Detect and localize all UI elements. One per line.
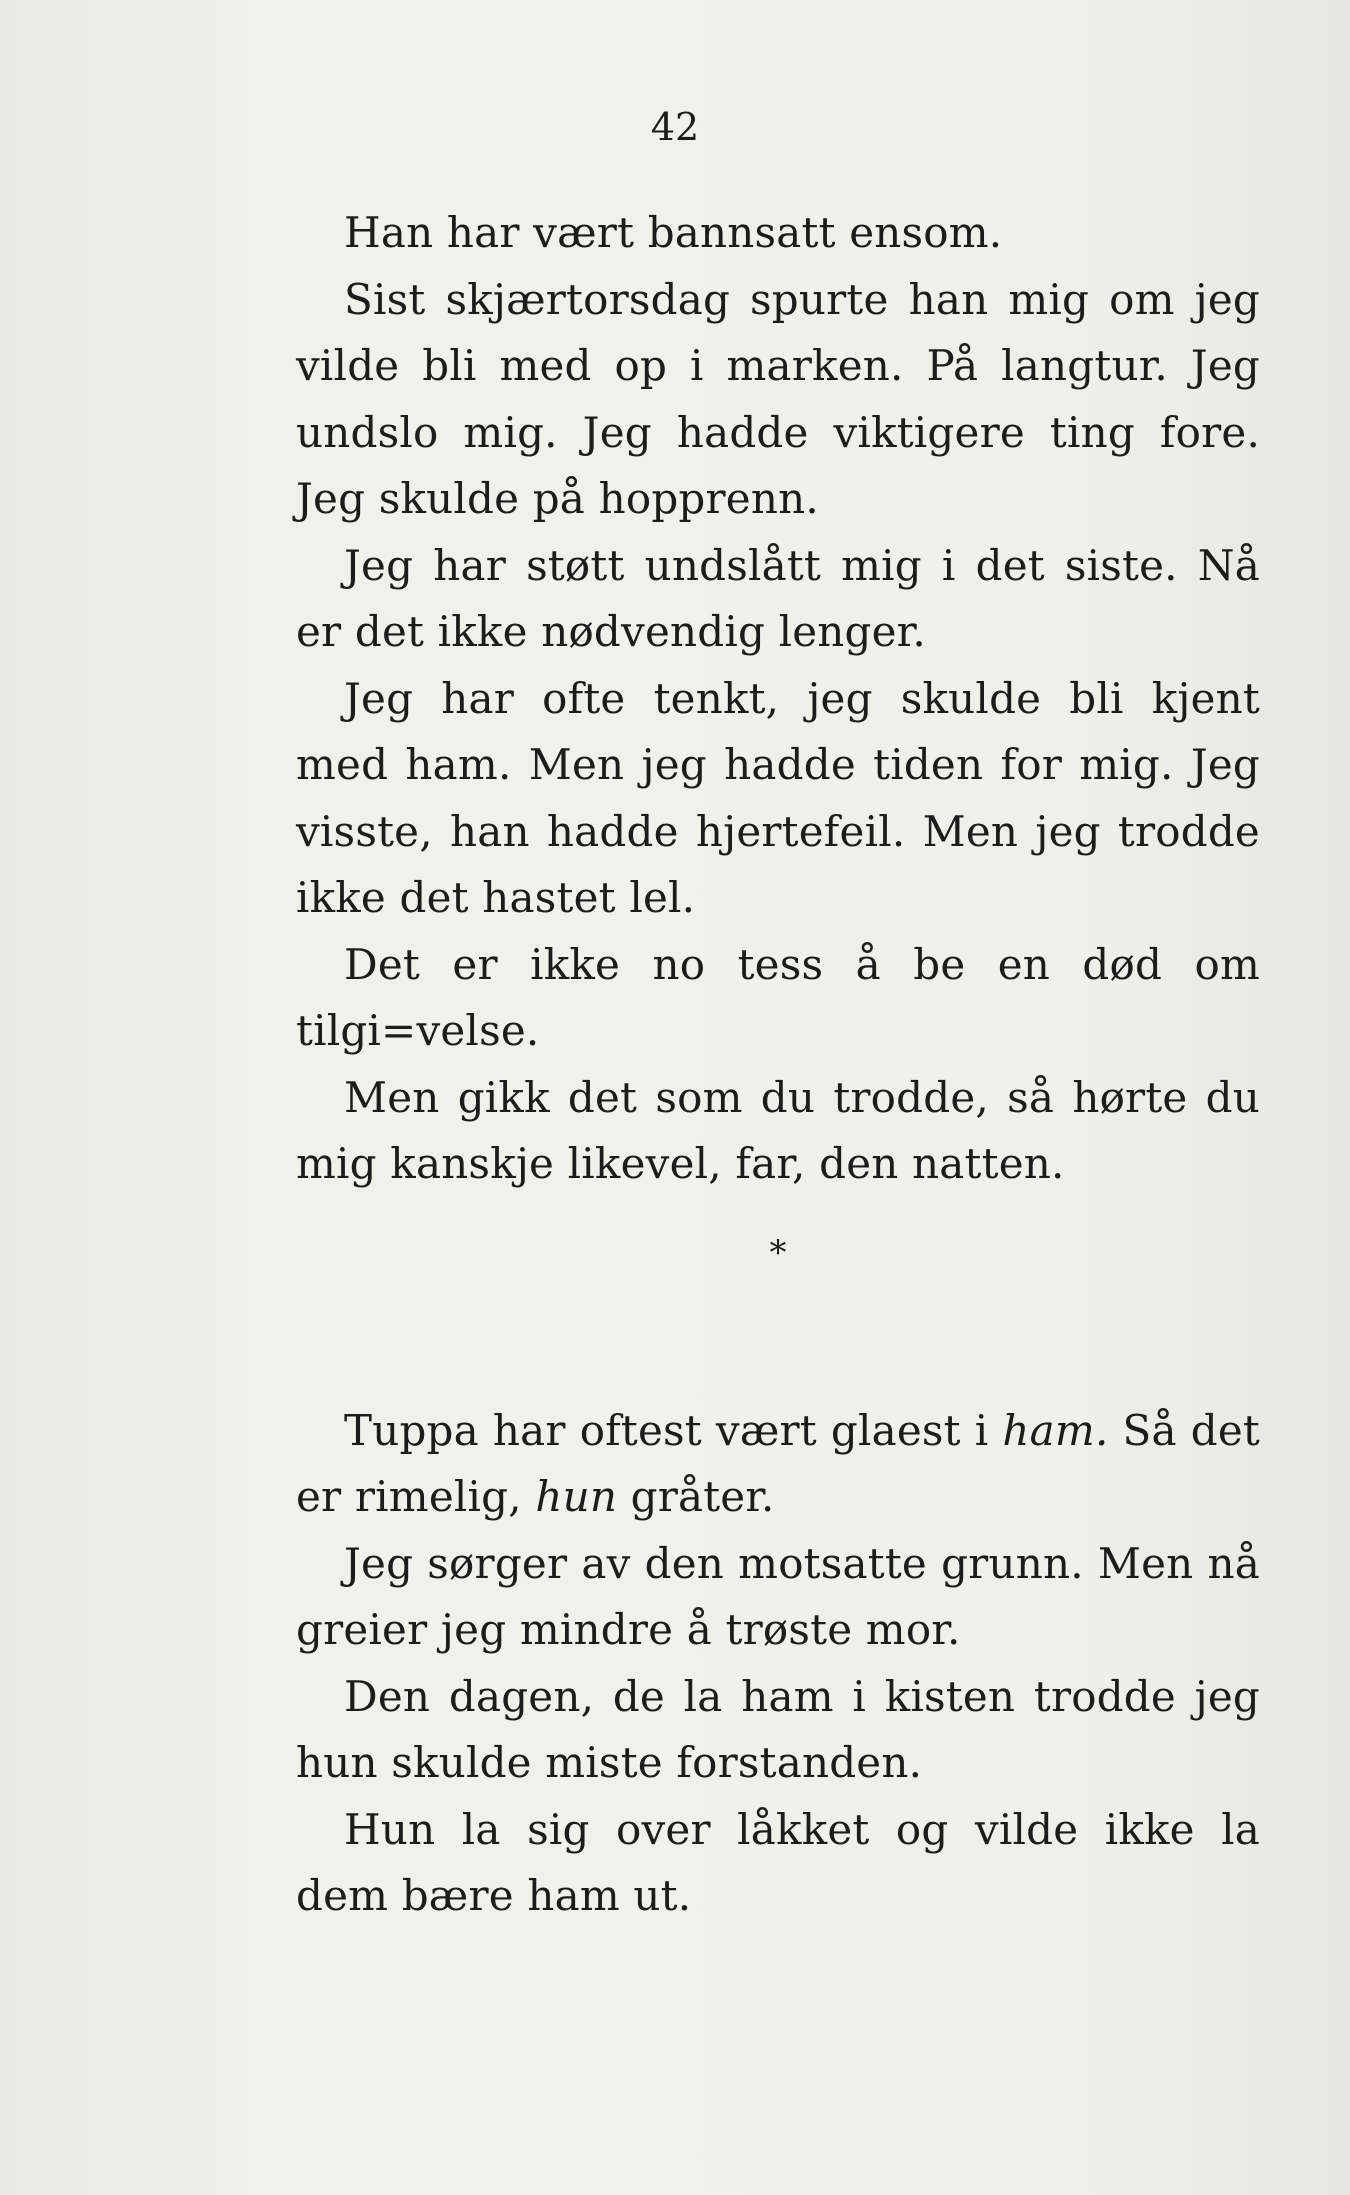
- emphasis-text: hun: [535, 1472, 618, 1521]
- text-run: Så det er rimelig,: [296, 1405, 1260, 1521]
- paragraph: Den dagen, de la ham i kisten trodde jeg hun skulde miste forstanden.: [296, 1671, 1260, 1787]
- text-run: gråter.: [617, 1472, 775, 1521]
- paragraph: Men gikk det som du trodde, så hørte du mig kanskje likevel, far, den natten.: [296, 1072, 1260, 1188]
- emphasis-text: ham.: [1002, 1405, 1109, 1455]
- paragraph: Det er ikke no tess å be en død om tilgi=velse.: [296, 939, 1260, 1055]
- page-number: 42: [650, 105, 700, 149]
- section-break: [296, 1198, 1260, 1398]
- paragraph: Han har vært bannsatt ensom.: [344, 208, 1003, 257]
- paragraph: Hun la sig over låkket og vilde ikke la dem bære ham ut.: [296, 1804, 1260, 1920]
- paragraph: Sist skjærtorsdag spurte han mig om jeg vilde bli med op i marken. På langtur. Jeg undslo mig. Jeg hadde viktigere ting fore. Jeg skulde på hopprenn.: [296, 274, 1260, 523]
- paragraph: [296, 1398, 1260, 1531]
- asterism-separator: *: [769, 1232, 787, 1273]
- paragraph: Jeg sørger av den motsatte grunn. Men nå greier jeg mindre å trøste mor.: [296, 1538, 1260, 1654]
- text-run: Tuppa har oftest vært glaest i: [344, 1405, 1003, 1455]
- paragraph: Jeg har støtt undslått mig i det siste. Nå er det ikke nødvendig lenger.: [296, 540, 1260, 656]
- paragraph: Jeg har ofte tenkt, jeg skulde bli kjent med ham. Men jeg hadde tiden for mig. Jeg visste, han hadde hjertefeil. Men jeg trodde ikke det hastet lel.: [296, 673, 1260, 922]
- body-text: [296, 200, 1260, 1930]
